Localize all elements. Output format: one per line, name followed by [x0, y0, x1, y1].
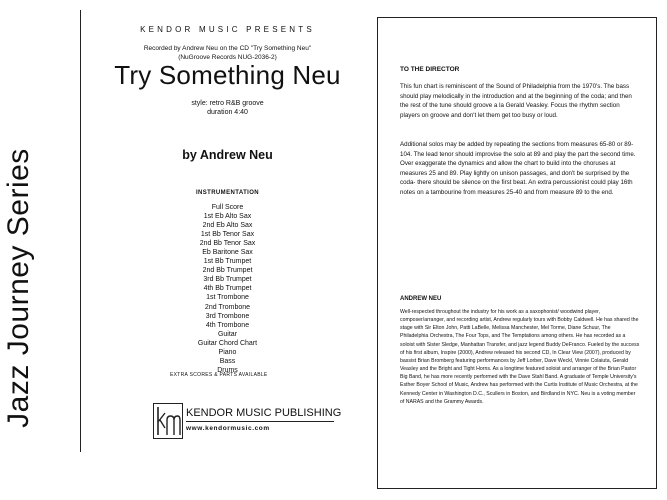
instrument-item: 1st Bb Trumpet: [203, 258, 252, 266]
instrument-item: 1st Eb Alto Sax: [203, 213, 252, 221]
director-paragraph-2: Additional solos may be added by repeating the sections from measures 65-80 or 89-104. The lead tenor should improvise the solo at 89 and play the part the second time. Over exaggerate the dynamics and allow the chart to build into the choruses at measures 25 and 89. Play lightly on unison passages, and don't be surprised by the coda- there should be silence on the first beat. An extra percussionist could play 16th notes on a tambourine from measures 25-40 and from measure 89 to the end.: [400, 141, 636, 196]
series-title: Jazz Journey Series: [2, 148, 35, 428]
instrument-item: Guitar: [217, 330, 238, 338]
kendor-logo-icon: [153, 403, 183, 439]
style-line: style: retro R&B groove: [191, 100, 264, 107]
piece-title: Try Something Neu: [114, 60, 341, 90]
instrument-item: 4th Trombone: [205, 321, 250, 329]
recording-credit-line1: Recorded by Andrew Neu on the CD "Try Something Neu": [143, 45, 312, 52]
instrument-item: Eb Baritone Sax: [202, 249, 253, 257]
extra-parts-note: EXTRA SCORES & PARTS AVAILABLE: [170, 372, 268, 378]
instrument-item: Piano: [218, 348, 237, 356]
instrument-item: 2nd Bb Trumpet: [202, 267, 253, 275]
style-info: [95, 99, 360, 117]
composer-byline: by Andrew Neu: [182, 148, 273, 162]
instrument-item: 4th Bb Trumpet: [203, 285, 252, 293]
instrument-item: Full Score: [211, 204, 244, 211]
publisher-presents: KENDOR MUSIC PRESENTS: [140, 25, 315, 34]
publisher-url: www.kendormusic.com: [186, 425, 270, 432]
recording-credit-line2: (NuGroove Records NUG-2036-2): [178, 54, 277, 61]
instrument-item: Bass: [219, 357, 236, 365]
director-heading: TO THE DIRECTOR: [400, 66, 460, 73]
instrument-item: 1st Trombone: [206, 294, 249, 302]
instrumentation-list: [95, 203, 360, 375]
publisher-rule: [186, 421, 334, 422]
instrument-item: 1st Bb Tenor Sax: [200, 231, 255, 239]
director-paragraph-1: This fun chart is reminiscent of the Sound of Philadelphia from the 1970's. The bass should play melodically in the introduction and at the beginning of the coda; and then the rest of the tune should groove a la Gerald Veasley. Focus the rhythm section players on groove and don't let them get too busy or loud.: [400, 83, 632, 119]
instrument-item: 2nd Bb Tenor Sax: [199, 240, 256, 248]
bio-text: Well-respected throughout the industry for his work as a saxophonist/ woodwind player, composer/arranger, and recording artist, Andrew regularly tours with Bobby Caldwell. He has shared the stage with Sir Elton John, Patti LaBelle, Melissa Manchester, Mel Torme, Diane Schuur, The Philadelphia Orchestra, The Four Tops, and The Temptations among others. He has recorded as a soloist with Sister Sledge, Manhattan Transfer, and jazz legend Buddy DeFranco. Fueled by the success of his first album, Inspire (2000), Andrew released his second CD, In Clear View (2007), produced by bassist Brian Bromberg featuring performances by Jeff Lorber, Dave Weckl, Vinnie Colaiuta, Gerald Veasley and the Bright and Tight Horns. As a longtime featured soloist and arranger of the Brian Pastor Big Band, he has more recently performed with the Dave Stahl Band. A graduate of Temple University's Esther Boyer School of Music, Andrew has performed with the Curtis Institute of Music Orchestra, at the Kennedy Center in Washington D.C., Scullers in Boston, and Birdland in NYC. Neu is a voting member of NARAS and the Grammy Awards.: [400, 309, 640, 405]
bio-heading: ANDREW NEU: [400, 296, 442, 302]
instrument-item: Guitar Chord Chart: [197, 339, 258, 347]
instrument-item: 2nd Trombone: [204, 303, 251, 311]
duration-line: duration 4:40: [207, 109, 248, 116]
instrument-item: 3rd Trombone: [205, 312, 250, 320]
instrument-item: 3rd Bb Trumpet: [203, 276, 252, 284]
instrument-item: 2nd Eb Alto Sax: [202, 222, 253, 230]
publisher-name: KENDOR MUSIC PUBLISHING: [186, 407, 342, 419]
notes-page: [377, 17, 657, 489]
instrument-item: Drums: [217, 366, 238, 374]
spine-divider: [80, 10, 81, 452]
instrumentation-heading: INSTRUMENTATION: [195, 190, 260, 196]
